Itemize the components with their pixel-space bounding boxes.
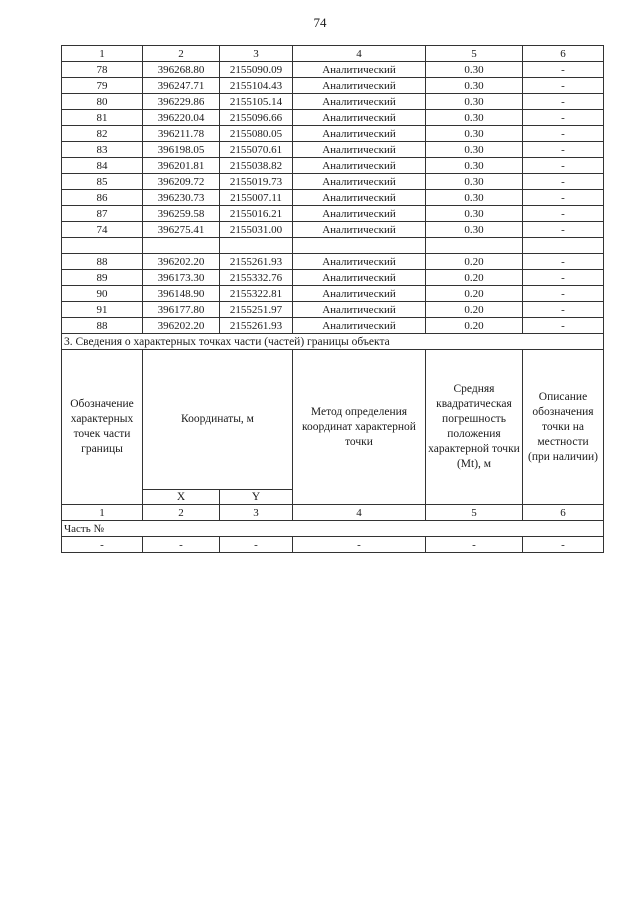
table-cell: Аналитический [293,222,426,238]
table-cell: - [523,206,604,222]
part-cell: - [62,537,143,553]
table-cell: 396247.71 [143,78,220,94]
table-cell: 88 [62,254,143,270]
table-cell: 2155096.66 [220,110,293,126]
part-cell: - [426,537,523,553]
header-point-designation: Обозначение характерных точек части границы [62,350,143,505]
table-cell: 2155038.82 [220,158,293,174]
table-cell: - [523,222,604,238]
table-cell: 81 [62,110,143,126]
table-cell: 82 [62,126,143,142]
section-title-row [62,334,604,350]
part-cell: - [220,537,293,553]
table-row [62,78,604,94]
column-number: 6 [523,46,604,62]
table-cell: 2155332.76 [220,270,293,286]
table-cell: 396211.78 [143,126,220,142]
table-cell: 396148.90 [143,286,220,302]
part-label-row [62,521,604,537]
table-cell: - [523,254,604,270]
column-number: 3 [220,46,293,62]
table-cell: Аналитический [293,286,426,302]
table-cell: - [523,302,604,318]
table-row [62,142,604,158]
table-cell: 0.20 [426,254,523,270]
table-cell: - [523,158,604,174]
table-cell: 396209.72 [143,174,220,190]
table-cell: Аналитический [293,78,426,94]
table-cell: 91 [62,302,143,318]
table-cell: 396220.04 [143,110,220,126]
table-cell: 0.30 [426,62,523,78]
table-cell: Аналитический [293,254,426,270]
table-row [62,158,604,174]
table-cell: 0.20 [426,270,523,286]
table-cell: 396268.80 [143,62,220,78]
table-cell: 2155105.14 [220,94,293,110]
table-cell: Аналитический [293,142,426,158]
table-cell: 2155016.21 [220,206,293,222]
table-cell: - [523,78,604,94]
table-row [62,94,604,110]
column-number: 3 [220,505,293,521]
table-cell: 0.30 [426,222,523,238]
table-cell: 396173.30 [143,270,220,286]
table-cell: 86 [62,190,143,206]
table-cell: 90 [62,286,143,302]
table-cell: 2155322.81 [220,286,293,302]
table-row [62,110,604,126]
table-cell: 396198.05 [143,142,220,158]
column-number-row [62,46,604,62]
table-cell: 2155019.73 [220,174,293,190]
table-cell: 87 [62,206,143,222]
header-coordinates: Координаты, м [143,350,293,490]
part-data-row [62,537,604,553]
column-number: 5 [426,505,523,521]
table-cell: 0.30 [426,110,523,126]
column-number: 2 [143,46,220,62]
table-cell: 74 [62,222,143,238]
table-row [62,254,604,270]
table-row [62,62,604,78]
column-number: 5 [426,46,523,62]
table-cell: 2155261.93 [220,254,293,270]
table-cell: - [523,318,604,334]
table-cell: 0.30 [426,126,523,142]
part-cell: - [523,537,604,553]
table-cell: 2155080.05 [220,126,293,142]
table-cell: 396275.41 [143,222,220,238]
column-number: 1 [62,46,143,62]
table-row [62,222,604,238]
table-cell: 0.30 [426,190,523,206]
column-number-row [62,505,604,521]
table-cell: 88 [62,318,143,334]
column-number: 4 [293,46,426,62]
table-cell: - [523,126,604,142]
column-number: 2 [143,505,220,521]
table-cell: 396259.58 [143,206,220,222]
table-row [62,270,604,286]
table-row [62,206,604,222]
blank-separator-row [62,238,604,254]
table-cell: 2155090.09 [220,62,293,78]
table-cell: Аналитический [293,190,426,206]
table-cell: - [523,142,604,158]
table-cell: - [523,270,604,286]
header-y: Y [220,490,293,505]
table-cell: 0.30 [426,174,523,190]
table-cell: 396177.80 [143,302,220,318]
table-cell: - [523,190,604,206]
table-cell: 83 [62,142,143,158]
table-cell: 2155070.61 [220,142,293,158]
table-cell: Аналитический [293,206,426,222]
table-row [62,286,604,302]
table-cell: 85 [62,174,143,190]
table-cell: 84 [62,158,143,174]
table-cell: Аналитический [293,318,426,334]
table-cell: 396230.73 [143,190,220,206]
table-cell: 0.30 [426,94,523,110]
table-cell: Аналитический [293,174,426,190]
table-cell: 2155251.97 [220,302,293,318]
part-cell: - [293,537,426,553]
header-x: X [143,490,220,505]
column-number: 1 [62,505,143,521]
table-cell: 396202.20 [143,318,220,334]
header-row [62,350,604,490]
table-cell: Аналитический [293,302,426,318]
table-cell: - [523,110,604,126]
table-cell: Аналитический [293,62,426,78]
table-cell: 0.20 [426,318,523,334]
header-description: Описание обозначения точки на местности (при наличии) [523,350,604,505]
table-cell: 2155261.93 [220,318,293,334]
table-cell: 0.30 [426,78,523,94]
table-row [62,174,604,190]
table-cell: 0.20 [426,286,523,302]
table-cell: 2155104.43 [220,78,293,94]
table-cell: 396201.81 [143,158,220,174]
table-cell: 0.30 [426,206,523,222]
section-title: 3. Сведения о характерных точках части (частей) границы объекта [62,334,604,350]
column-number: 4 [293,505,426,521]
table-cell: 396202.20 [143,254,220,270]
table-cell: Аналитический [293,158,426,174]
column-number: 6 [523,505,604,521]
table-cell: - [523,62,604,78]
table-cell: Аналитический [293,126,426,142]
table-cell: 0.30 [426,142,523,158]
table-cell: 80 [62,94,143,110]
table-cell: 0.30 [426,158,523,174]
table-cell: 396229.86 [143,94,220,110]
part-cell: - [143,537,220,553]
table-row [62,302,604,318]
header-method: Метод определения координат характерной точки [293,350,426,505]
table-cell: Аналитический [293,94,426,110]
table-cell: 78 [62,62,143,78]
coordinates-table [61,45,604,553]
table-row [62,126,604,142]
table-cell: - [523,286,604,302]
part-label: Часть № [62,521,604,537]
table-row [62,190,604,206]
header-accuracy: Средняя квадратическая погрешность положения характерной точки (Mt), м [426,350,523,505]
table-cell: - [523,174,604,190]
table-cell: 79 [62,78,143,94]
table-cell: Аналитический [293,110,426,126]
page-number: 74 [313,15,327,30]
table-row [62,318,604,334]
table-cell: Аналитический [293,270,426,286]
table-cell: 2155007.11 [220,190,293,206]
table-cell: 2155031.00 [220,222,293,238]
table-cell: 89 [62,270,143,286]
table-cell: - [523,94,604,110]
table-cell: 0.20 [426,302,523,318]
